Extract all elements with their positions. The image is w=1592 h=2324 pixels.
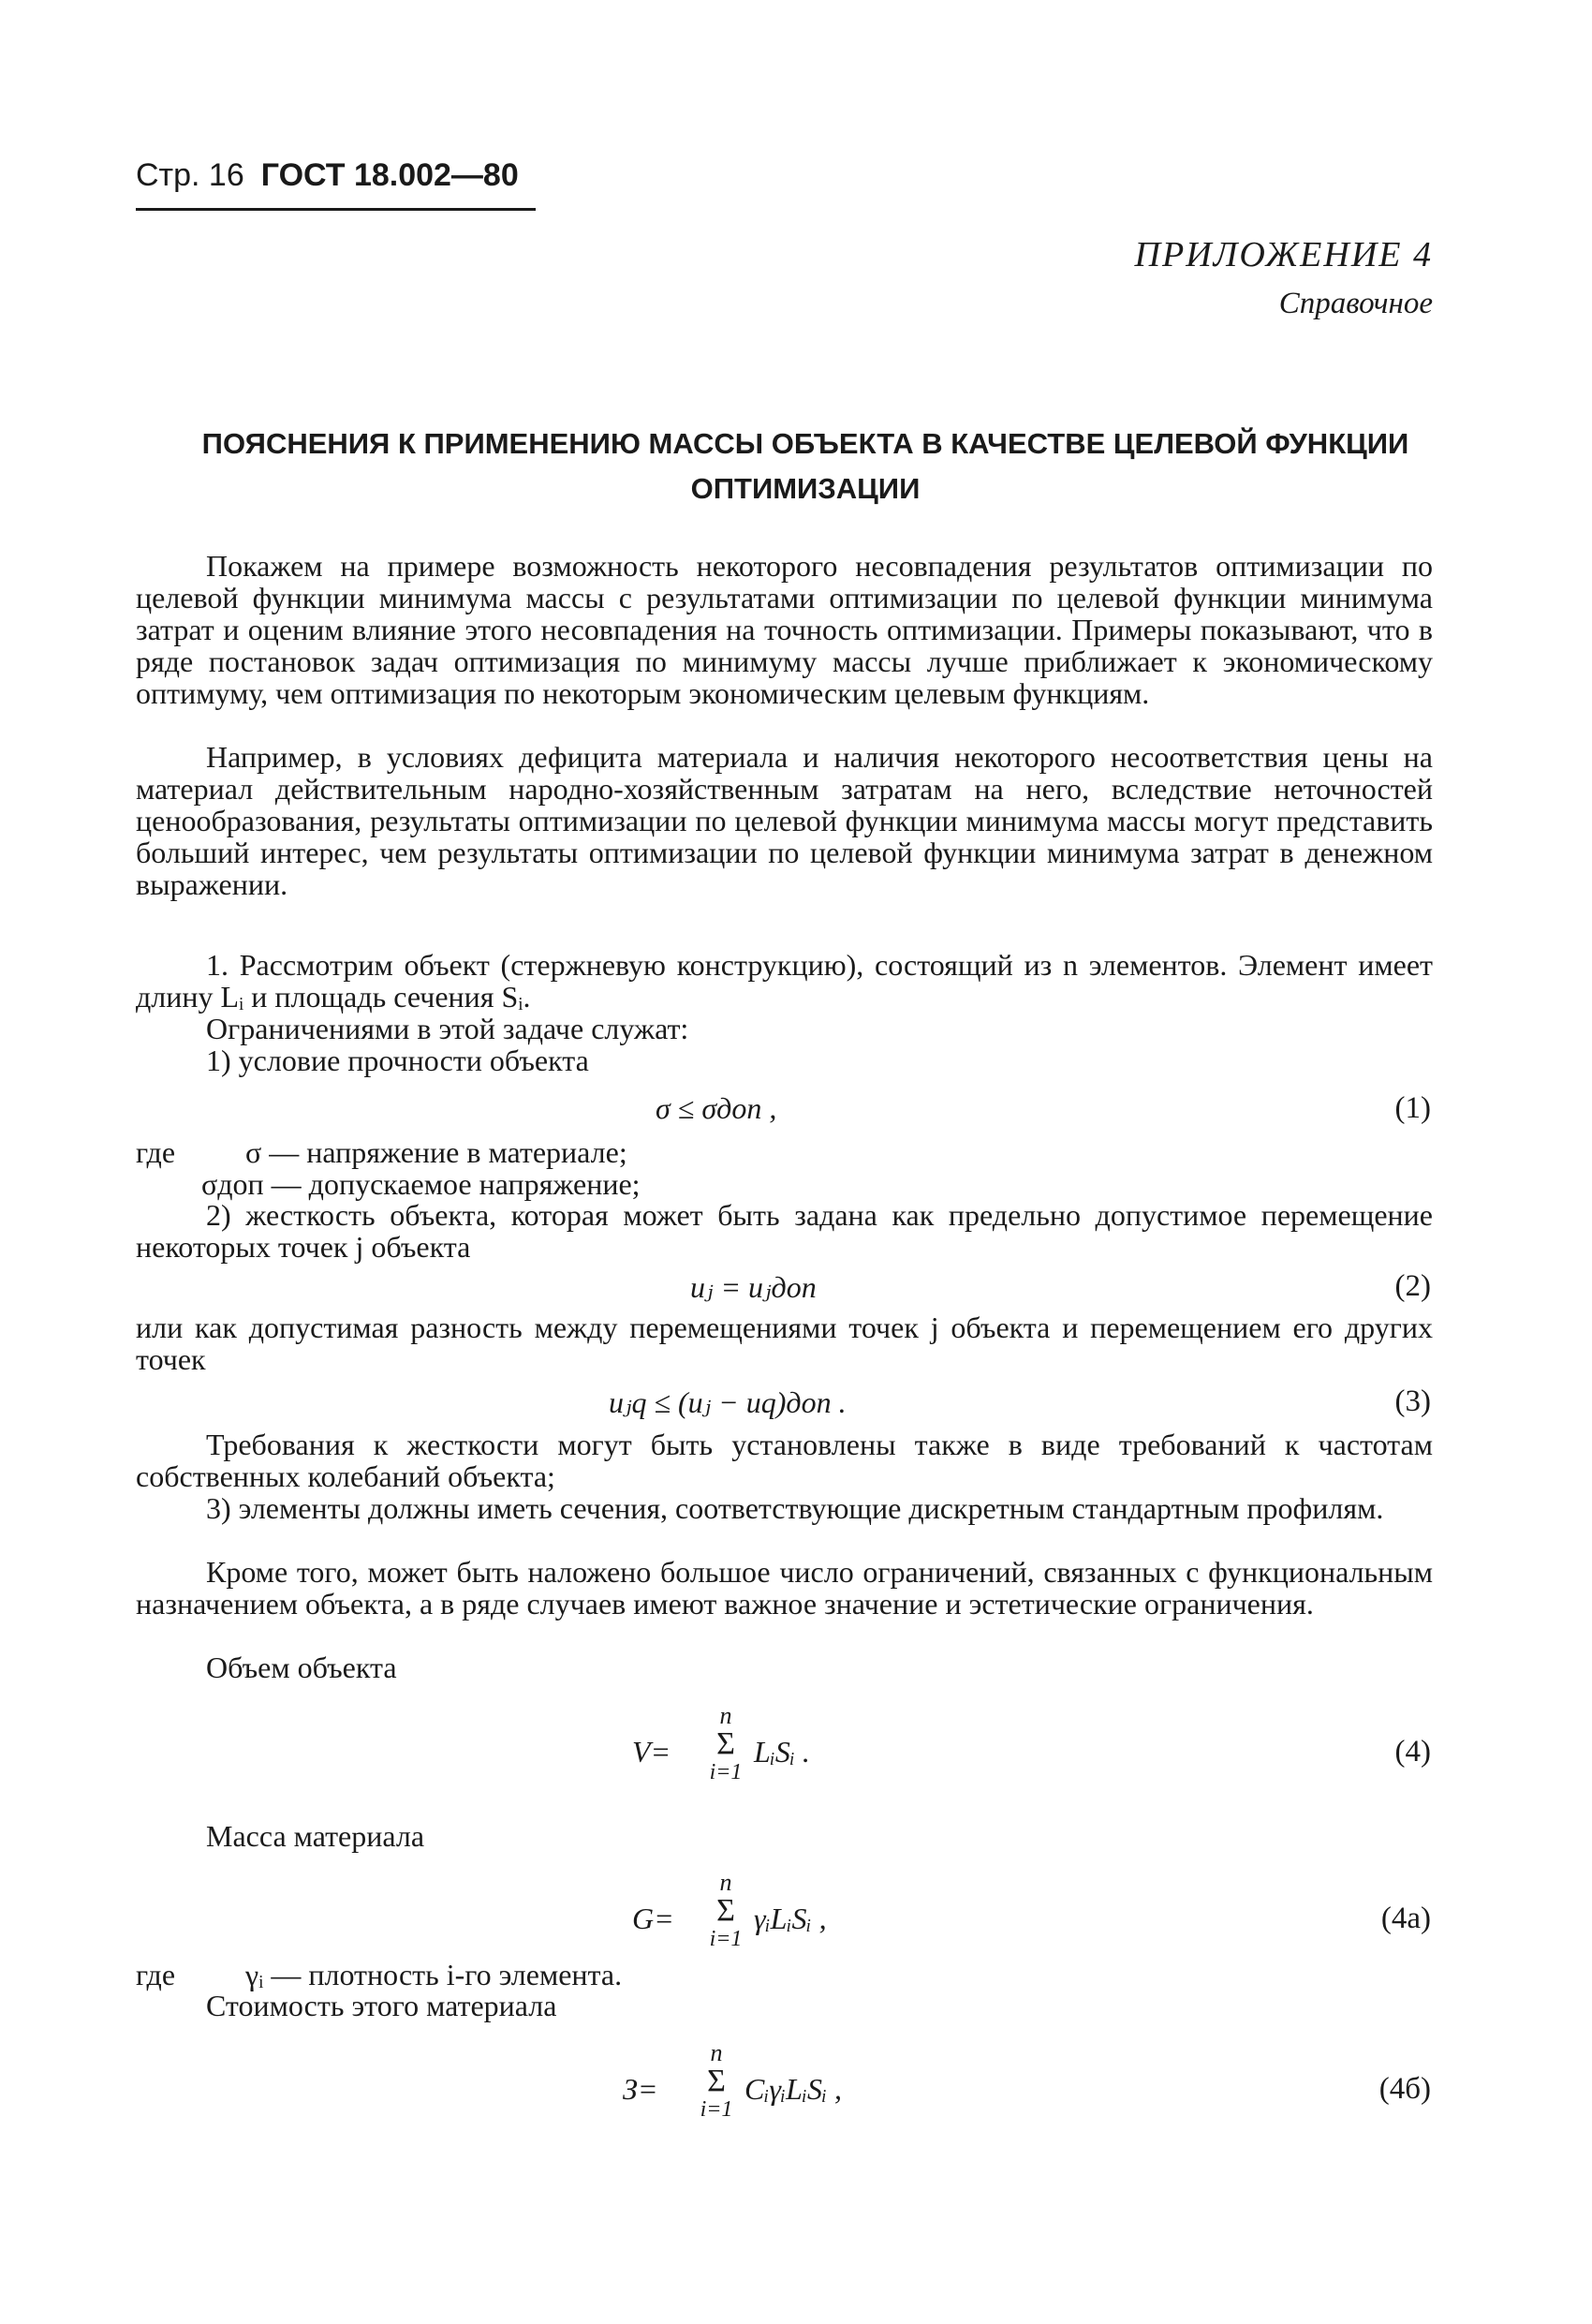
formula-1: σ ≤ σдоп , bbox=[656, 1091, 777, 1125]
formula-4b-body: CᵢγᵢLᵢSᵢ , bbox=[744, 2072, 842, 2106]
paragraph-cost: Стоимость этого материала bbox=[206, 1989, 557, 2022]
paragraph-volume: Объем объекта bbox=[206, 1650, 397, 1684]
formula-4-body: LᵢSᵢ . bbox=[754, 1735, 810, 1769]
sum-operator-4b: n Σ i=1 bbox=[700, 2039, 733, 2122]
paragraph-constraints: Ограничениями в этой задаче служат: bbox=[206, 1012, 689, 1045]
where-label-1: где bbox=[136, 1135, 176, 1169]
paragraph-mass: Масса материала bbox=[206, 1819, 425, 1853]
formula-1-number: (1) bbox=[1394, 1091, 1431, 1125]
formula-4b-number: (4б) bbox=[1378, 2072, 1431, 2106]
formula-4-number: (4) bbox=[1394, 1735, 1431, 1769]
paragraph-frequency: Требования к жесткости могут быть установлены также в виде требований к частотам собственных колебаний объекта; bbox=[136, 1428, 1433, 1493]
formula-4a-body: γᵢLᵢSᵢ , bbox=[754, 1902, 827, 1935]
sum-operator-4: n Σ i=1 bbox=[709, 1702, 743, 1784]
page-header bbox=[136, 157, 519, 194]
formula-4a-number: (4а) bbox=[1380, 1902, 1431, 1935]
formula-3: uⱼq ≤ (uⱼ − uq)доп . bbox=[609, 1385, 847, 1419]
sum-operator-4a: n Σ i=1 bbox=[709, 1869, 743, 1951]
paragraph-profiles: 3) элементы должны иметь сечения, соответствующие дискретным стандартным профилям. bbox=[206, 1491, 1384, 1525]
appendix-label bbox=[1135, 234, 1433, 321]
where-label-2: где bbox=[136, 1958, 176, 1991]
formula-3-number: (3) bbox=[1394, 1384, 1431, 1418]
formula-4b-lhs: З= bbox=[623, 2072, 658, 2106]
appendix-number: ПРИЛОЖЕНИЕ 4 bbox=[1134, 235, 1433, 274]
definition-sigma-dop: σдоп — допускаемое напряжение; bbox=[201, 1167, 641, 1201]
appendix-kind: Справочное bbox=[1278, 287, 1433, 320]
formula-2-number: (2) bbox=[1394, 1269, 1431, 1303]
paragraph-strength: 1) условие прочности объекта bbox=[206, 1044, 589, 1077]
header-rule bbox=[136, 208, 536, 211]
standard-number: ГОСТ 18.002—80 bbox=[260, 157, 519, 193]
definition-sigma: σ — напряжение в материале; bbox=[245, 1135, 627, 1169]
formula-4a-lhs: G= bbox=[632, 1902, 674, 1935]
section-title: ПОЯСНЕНИЯ К ПРИМЕНЕНИЮ МАССЫ ОБЪЕКТА В КАЧЕСТВЕ ЦЕЛЕВОЙ ФУНКЦИИ ОПТИМИЗАЦИИ bbox=[201, 427, 1409, 505]
definition-gamma: γᵢ — плотность i-го элемента. bbox=[245, 1958, 623, 1991]
formula-4-lhs: V= bbox=[632, 1735, 671, 1769]
paragraph-stiffness: 2) жесткость объекта, которая может быть задана как предельно допустимое перемещение некоторых точек j объекта bbox=[136, 1198, 1433, 1264]
paragraph-object: 1. Рассмотрим объект (стержневую конструкцию), состоящий из n элементов. Элемент имеет длину Lᵢ и площадь сечения Sᵢ. bbox=[136, 948, 1433, 1014]
paragraph-intro: Покажем на примере возможность некоторого несовпадения результатов оптимизации по целевой функции минимума массы с результатами оптимизации по целевой функции минимума затрат и оценим влияние этого несовпадения на точность оптимизации. Примеры показывают, что в ряде постановок задач оптимизация по минимуму массы лучше приближает к экономическому оптимуму, чем оптимизация по некоторым экономическим целевым функциям. bbox=[136, 549, 1433, 710]
paragraph-example: Например, в условиях дефицита материала и наличия некоторого несоответствия цены на материал действительным народно-хозяйственным затратам на него, вследствие неточностей ценообразования, результаты оптимизации по целевой функции минимума массы могут представить больший интерес, чем результаты оптимизации по целевой функции минимума затрат в денежном выражении. bbox=[136, 740, 1433, 901]
paragraph-difference: или как допустимая разность между перемещениями точек j объекта и перемещением его других точек bbox=[136, 1310, 1433, 1376]
formula-2: uⱼ = uⱼдоп bbox=[690, 1270, 817, 1304]
paragraph-additional: Кроме того, может быть наложено большое число ограничений, связанных с функциональным назначением объекта, а в ряде случаев имеют важное значение и эстетические ограничения. bbox=[136, 1555, 1433, 1621]
page-number: Стр. 16 bbox=[136, 157, 244, 193]
